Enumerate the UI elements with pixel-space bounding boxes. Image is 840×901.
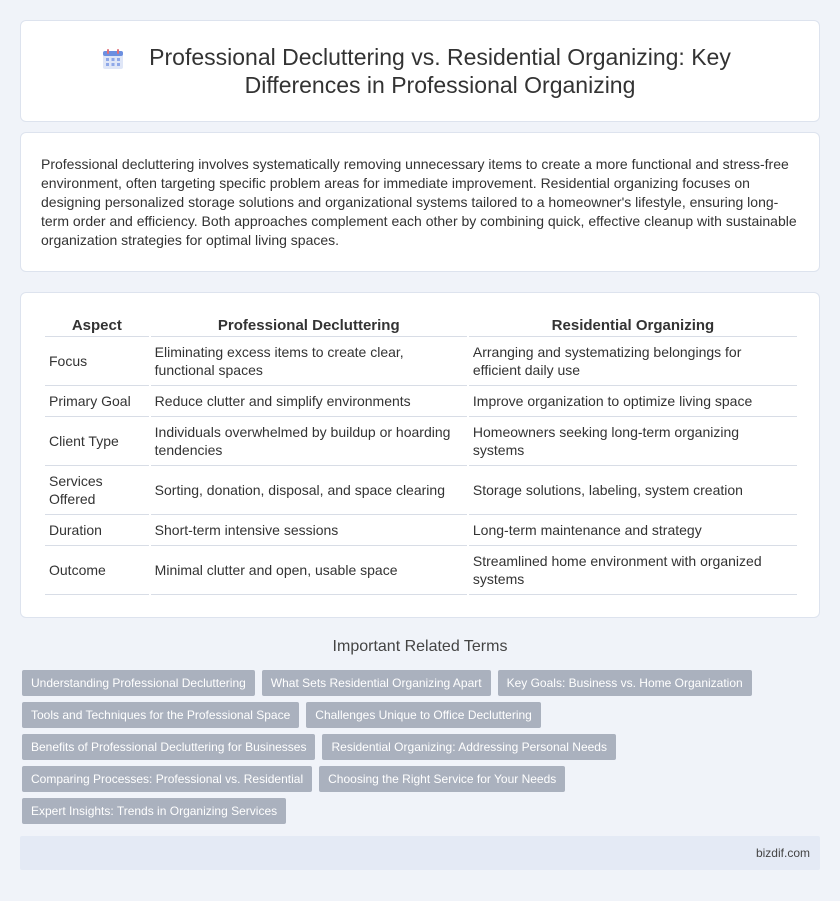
cell-aspect: Focus [45, 337, 149, 386]
footer [20, 836, 820, 870]
cell-aspect: Client Type [45, 417, 149, 466]
header-professional-decluttering: Professional Decluttering [151, 315, 467, 337]
header-aspect: Aspect [45, 315, 149, 337]
page-title: Professional Decluttering vs. Residential Organizing: Key Differences in Professional Organizing [149, 44, 731, 98]
cell-aspect: Services Offered [45, 466, 149, 515]
related-terms-list [22, 670, 822, 830]
table-row [45, 466, 797, 515]
related-term-tag[interactable]: Understanding Professional Decluttering [22, 670, 255, 696]
header-card [20, 20, 820, 122]
related-term-tag[interactable]: Challenges Unique to Office Decluttering [306, 702, 541, 728]
related-terms-title: Important Related Terms [332, 638, 508, 655]
footer-site-name[interactable]: bizdif.com [755, 846, 810, 860]
related-term-tag[interactable]: Residential Organizing: Addressing Personal Needs [322, 734, 616, 760]
cell-aspect: Outcome [45, 546, 149, 595]
comparison-table [43, 315, 799, 595]
cell-aspect: Primary Goal [45, 386, 149, 417]
cell-professional: Sorting, donation, disposal, and space clearing [151, 466, 467, 515]
cell-residential: Long-term maintenance and strategy [469, 515, 797, 546]
related-term-tag[interactable]: Choosing the Right Service for Your Needs [319, 766, 565, 792]
cell-residential: Streamlined home environment with organized systems [469, 546, 797, 595]
table-row [45, 515, 797, 546]
cell-professional: Individuals overwhelmed by buildup or hoarding tendencies [151, 417, 467, 466]
table-header-row [45, 315, 797, 337]
related-term-tag[interactable]: Expert Insights: Trends in Organizing Services [22, 798, 286, 824]
cell-residential: Arranging and systematizing belongings for efficient daily use [469, 337, 797, 386]
table-row [45, 417, 797, 466]
cell-residential: Improve organization to optimize living space [469, 386, 797, 417]
related-term-tag[interactable]: Comparing Processes: Professional vs. Residential [22, 766, 312, 792]
cell-residential: Homeowners seeking long-term organizing systems [469, 417, 797, 466]
cell-professional: Eliminating excess items to create clear, functional spaces [151, 337, 467, 386]
intro-card [20, 132, 820, 272]
comparison-card [20, 292, 820, 618]
related-term-tag[interactable]: Benefits of Professional Decluttering for Businesses [22, 734, 315, 760]
cell-professional: Minimal clutter and open, usable space [151, 546, 467, 595]
header-residential-organizing: Residential Organizing [469, 315, 797, 337]
cell-aspect: Duration [45, 515, 149, 546]
table-row [45, 337, 797, 386]
related-term-tag[interactable]: Key Goals: Business vs. Home Organization [498, 670, 752, 696]
related-term-tag[interactable]: Tools and Techniques for the Professional Space [22, 702, 299, 728]
related-term-tag[interactable]: What Sets Residential Organizing Apart [262, 670, 491, 696]
table-row [45, 546, 797, 595]
cell-professional: Reduce clutter and simplify environments [151, 386, 467, 417]
cell-professional: Short-term intensive sessions [151, 515, 467, 546]
intro-paragraph: Professional decluttering involves systematically removing unnecessary items to create a more functional and stress-free environment, often targeting specific problem areas for immediate improvement. Residential organizing focuses on designing personalized storage solutions and organizational systems tailored to a homeowner's lifestyle, ensuring long-term order and efficiency. Both approaches complement each other by combining quick, effective cleanup with sustainable organization strategies for optimal living spaces. [41, 156, 797, 248]
cell-residential: Storage solutions, labeling, system creation [469, 466, 797, 515]
table-row [45, 386, 797, 417]
